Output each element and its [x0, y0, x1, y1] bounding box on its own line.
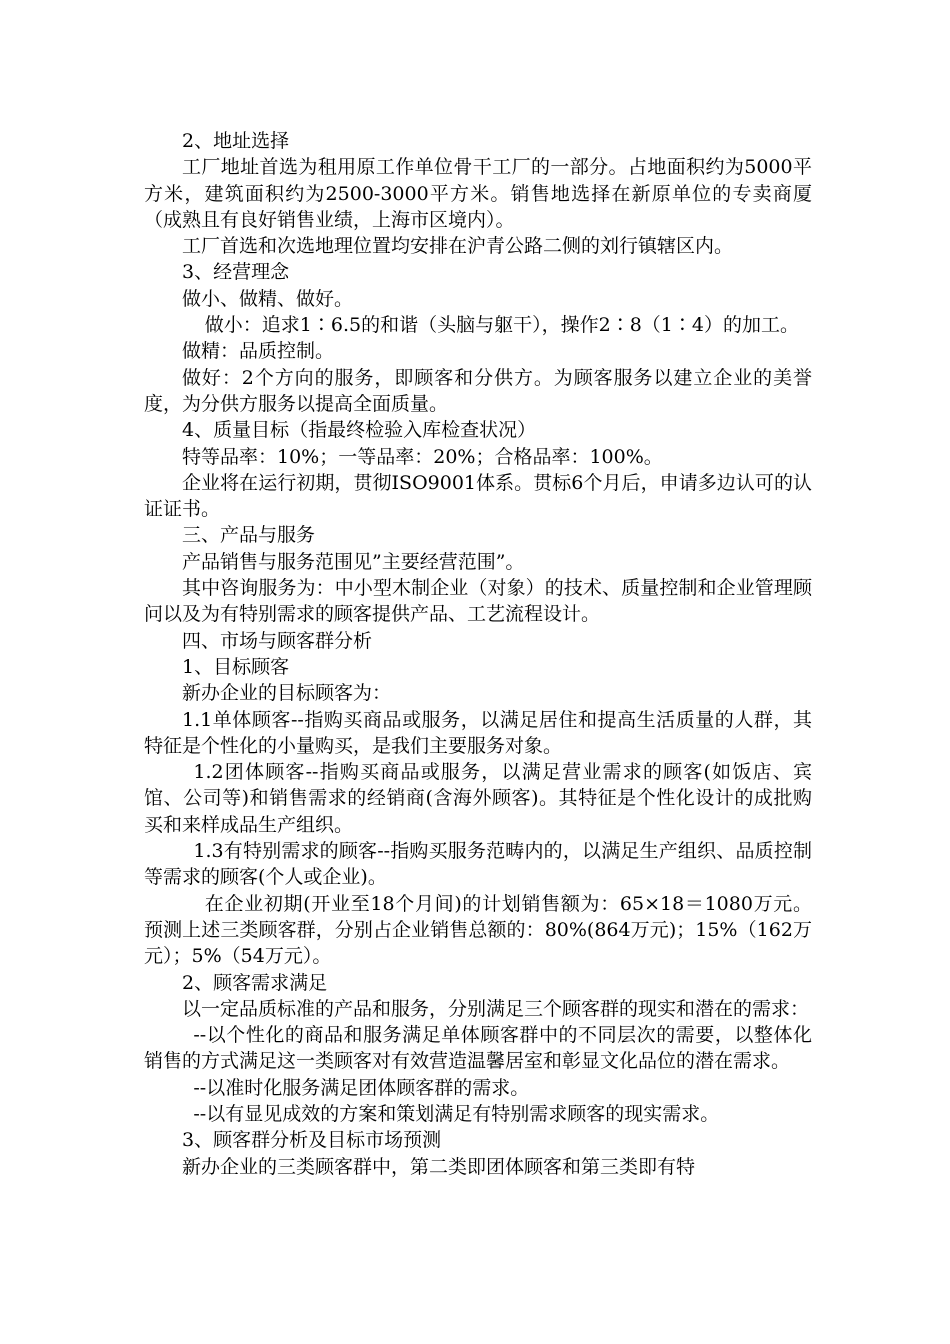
heading-market-analysis: 四、市场与顾客群分析 — [182, 629, 373, 652]
heading-target-customers: 1、目标顾客 — [182, 655, 290, 678]
paragraph-do-well: 做好：2个方向的服务，即顾客和分供方。为顾客服务以建立企业的美誉度，为分供方服务以提高全面质量。 — [144, 366, 812, 415]
paragraph-sales-forecast: 在企业初期(开业至18个月间)的计划销售额为：65×18＝1080万元。预测上述三类顾客群，分别占企业销售总额的：80%(864万元)；15%（162万元）；5%（54万元）。 — [144, 892, 812, 968]
paragraph-group-customers: 1.2团体顾客--指购买商品或服务，以满足营业需求的顾客(如饭店、宾馆、公司等)和销售需求的经销商(含海外顾客)。其特征是个性化设计的成批购买和来样成品生产组织。 — [144, 761, 812, 836]
paragraph-iso-certification: 企业将在运行初期，贯彻ISO9001体系。贯标6个月后，申请多边认可的认证证书。 — [144, 471, 812, 521]
paragraph-needs-group: --以准时化服务满足团体顾客群的需求。 — [193, 1076, 530, 1099]
paragraph-target-customers-intro: 新办企业的目标顾客为： — [182, 682, 392, 705]
paragraph-factory-location: 工厂地址首选为租用原工作单位骨干工厂的一部分。占地面积约为5000平方米，建筑面积约为2500-3000平方米。销售地选择在新原单位的专卖商厦（成熟且有良好销售业绩，上海市区境内）。 — [144, 156, 812, 231]
paragraph-consulting-services: 其中咨询服务为：中小型木制企业（对象）的技术、质量控制和企业管理顾问以及为有特别需求的顾客提供产品、工艺流程设计。 — [144, 577, 812, 626]
document-page — [144, 128, 812, 1180]
paragraph-quality-rates: 特等品率：10%；一等品率：20%；合格品率：100%。 — [182, 445, 663, 468]
paragraph-needs-individual: --以个性化的商品和服务满足单体顾客群中的不同层次的需要，以整体化销售的方式满足这一类顾客对有效营造温馨居室和彰显文化品位的潜在需求。 — [144, 1024, 812, 1073]
paragraph-needs-intro: 以一定品质标准的产品和服务，分别满足三个顾客群的现实和潜在的需求： — [182, 997, 810, 1020]
heading-customer-needs: 2、顾客需求满足 — [182, 971, 328, 994]
paragraph-philosophy-summary: 做小、做精、做好。 — [182, 287, 354, 310]
paragraph-customer-group-analysis: 新办企业的三类顾客群中，第二类即团体顾客和第三类即有特 — [182, 1155, 696, 1178]
heading-customer-group-analysis: 3、顾客群分析及目标市场预测 — [182, 1129, 442, 1152]
paragraph-special-customers: 1.3有特别需求的顾客--指购买服务范畴内的，以满足生产组织、品质控制等需求的顾客(个人或企业)。 — [144, 840, 812, 889]
paragraph-location-area: 工厂首选和次选地理位置均安排在沪青公路二侧的刘行镇辖区内。 — [182, 235, 734, 258]
paragraph-needs-special: --以有显见成效的方案和策划满足有特别需求顾客的现实需求。 — [193, 1102, 720, 1125]
heading-business-philosophy: 3、经营理念 — [182, 261, 290, 284]
paragraph-sales-scope: 产品销售与服务范围见”主要经营范围”。 — [182, 550, 525, 573]
paragraph-do-small: 做小：追求1∶6.5的和谐（头脑与躯干），操作2∶8（1∶4）的加工。 — [204, 314, 799, 337]
heading-quality-target: 4、质量目标（指最终检验入库检查状况） — [182, 419, 537, 442]
heading-address-selection: 2、地址选择 — [182, 130, 290, 152]
paragraph-individual-customers: 1.1单体顾客--指购买商品或服务，以满足居住和提高生活质量的人群，其特征是个性化的小量购买，是我们主要服务对象。 — [144, 708, 812, 757]
heading-products-services: 三、产品与服务 — [182, 524, 316, 547]
paragraph-do-fine: 做精：品质控制。 — [182, 340, 335, 363]
